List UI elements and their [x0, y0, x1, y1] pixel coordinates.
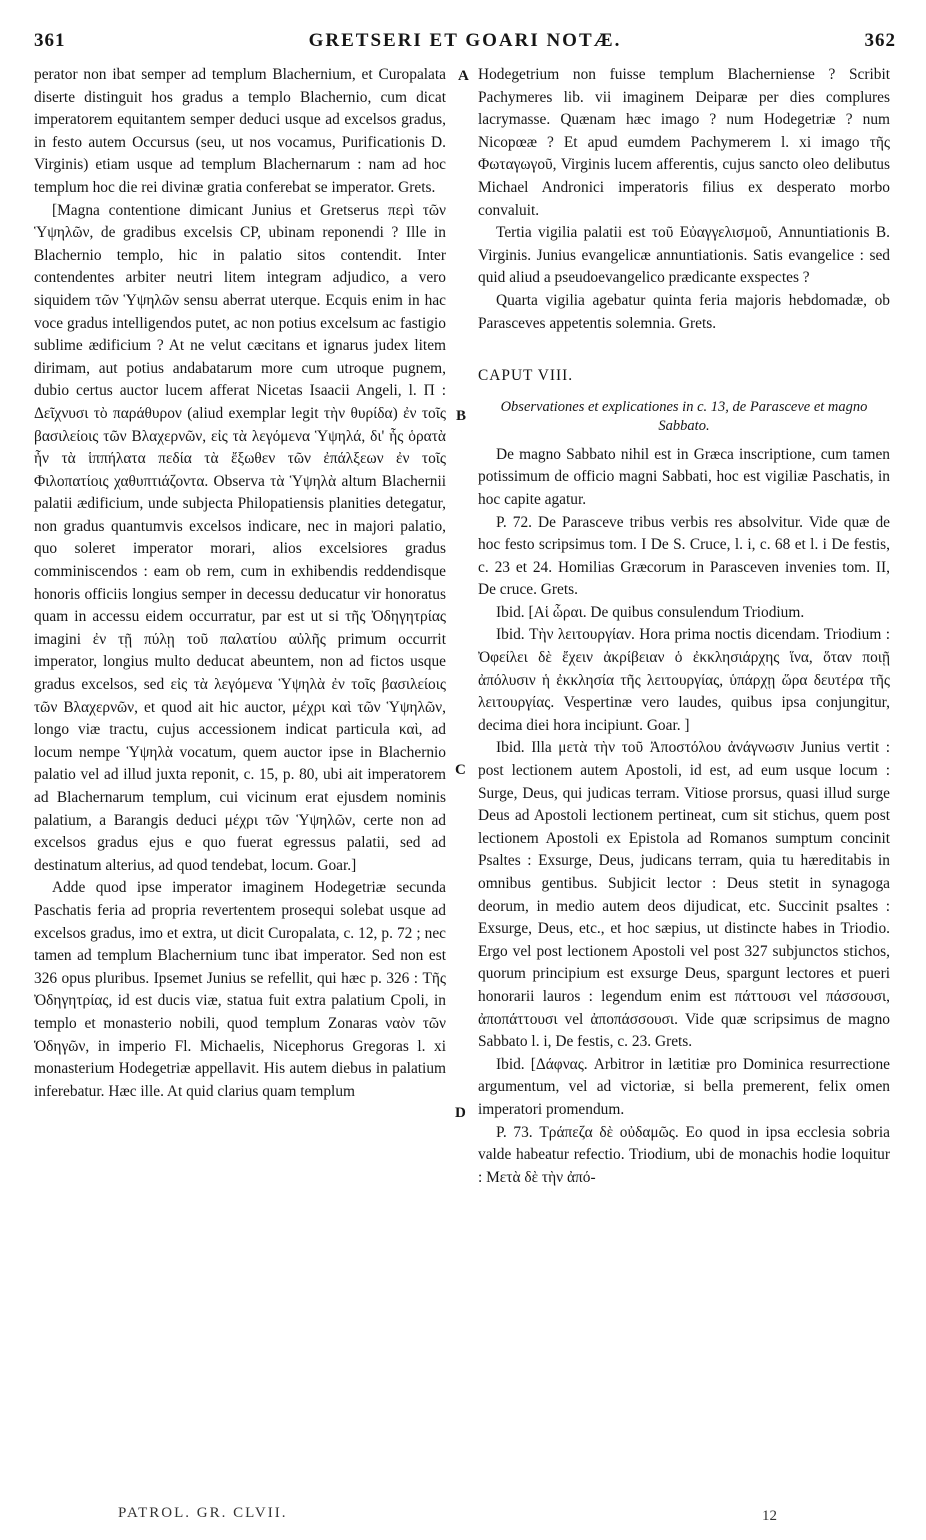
margin-marker-d: D [455, 1105, 466, 1121]
right-paragraph-9: Ibid. [Δάφνας. Arbitror in lætitiæ pro Dominica resurrectione argumentum, vel ad victoriæ, si bella premerent, felix omen imperatori promendum. [478, 1055, 890, 1118]
left-paragraph-1: perator non ibat semper ad templum Blachernium, et Curopalata diserte distinguit hos gradus a templo Blachernio, cum dicat imperatorem equitantem semper deduci usque ad excelsos gradus, in festo autem Occursus (seu, ut nos vocamus, Purificationis D. Virginis) etiam usque ad templum Blachernarum : nam ad hoc templum hoc die rei divinæ gratia conferebat se imperator. Grets. [34, 66, 446, 196]
left-paragraph-2: [Magna contentione dimicant Junius et Gretserus περὶ τῶν Ὑψηλῶν, de gradibus excelsis CP, ubinam reponendi ? Ille in Blachernio templo, hic in palatio sitos contendit. Inter contendentes arbiter neutri litem integram adjudico, a vero siquidem τῶν Ὑψηλῶν sensu aberrat uterque. Ecquis enim in hac voce gradus intelligendos putet, ac non potius excelsum ac fastigio sublime ædificium ? At ne velut cæcitans et ignarus judex litem dirimam, aut potius andabatarum more cum utroque pugnem, dubio certus auctor lucem afferat Nicetas Isaacii Angeli, l. Π : Δεῖχνυσι τὸ παράθυρον (aliud exemplar legit τὴν θυρίδα) ἐν τοῖς βασιλείοις τῶν Βλαχερνῶν, εἰς τὰ λεγόμενα Ὑψηλά, δι' ἧς ὁρατὰ ἦν τὰ ἱππήλατα πεδία τὰ ἔξωθεν τῶν ἐπάλξεων ἐν τοῖς Φιλοπατίοις χαθυπτιάζοντα. Observa τὰ Ὑψηλὰ altum Blachernii palatii ædificium, unde subjecta Philopatiensis planities detegatur, non gradus quantumvis excelsos indicare, nec in majori palatio, quo soleret imperator morari, alios excelsiores gradus comminiscendos : eam ob rem, cum in exhibendis reddendisque honoris officiis longius semper in decessu deducatur vir honoratus quam in accessu eidem occurratur, par est ut si τῆς Ὀδηγητρίας imagini ἐν τῇ πύλῃ τοῦ παλατίου αὐλῆς primum occurrit imperator, longius multo deducat abeuntem, non ad fictos usque gradus excelsos, sed εἰς τὰ λεγόμενα Ὑψηλὰ ἐν τοῖς βασιλείοις τῶν Βλαχερνῶν, et quod ait hic auctor, μέχρι καὶ τῶν Ὑψηλῶν, longo viæ tractu, cujus accessionem indicat particula καὶ, ad locum nempe Ὑψηλὰ vocatum, quem auctor ipse in Blachernio palatio vel ad illud juxta reponit, c. 15, p. 80, ubi ait imperatorem ad Blachernarum templum, cui vicinum erat ejusdem nominis palatium, a Barangis deduci μέχρι τῶν Ὑψηλῶν, certe non ad excelsos gradus ejus e quo fuerat egressus palatii, sed ad destinatum alterius, ad quod tendebat, locum. Goar.] [34, 201, 446, 874]
footer-signature: 12 [762, 1508, 777, 1524]
left-paragraph-3: Adde quod ipse imperator imaginem Hodegetriæ secunda Paschatis feria ad propria revertentem prosequi solebat usque ad excelsos gradus, imo et extra, ut dicit Curopalata, c. 12, p. 72 ; nec tamen ad templum Blachernium tunc ibat imperator. Sed non est 326 opus pluribus. Ipsemet Junius se refellit, qui hæc p. 326 : Τῆς Ὀδηγητρίας, id est ducis viæ, statua fuit extra palatium Cpoli, in templo et monasterio nobili, quod templum Zonaras ναὸν τῶν Ὁδηγῶν, in imperio Fl. Michaelis, Nicephorus Gregoras l. xi monasterium Hodegetriæ appellavit. His autem diebus in palatium inferebatur. Hæc ille. At quid clarius quam templum [34, 879, 446, 1100]
right-paragraph-10: P. 73. Τράπεζα δὲ οὐδαμῶς. Eo quod in ipsa ecclesia sobria valde habeatur refectio. Triodium, ubi de monachis hodie loquitur : Μετὰ δὲ τὴν ἀπό- [478, 1123, 890, 1186]
left-page-number: 361 [34, 30, 66, 51]
right-paragraph-5: P. 72. De Parasceve tribus verbis res absolvitur. Vide quæ de hoc festo scripsimus tom. I De S. Cruce, l. i, c. 68 et l. i De festis, c. 23 et 24. Homilias Græcorum in Parasceven invenies tom. II, De cruce. Grets. [478, 513, 890, 599]
right-paragraph-8: Ibid. Illa μετὰ τὴν τοῦ Ἀποστόλου ἀνάγνωσιν Junius vertit : post lectionem autem Apostoli, id est, ad eum usque locum : Surge, Deus, qui judicas terram. Vitiose prorsus, quasi illud surge Deus ad Apostoli lectionem pertineat, cum sit stichus, quem post lectionem Apostoli ex Epistola ad Romanos sumptum concinit Psaltes : Exsurge, Deus, judicans terram, quia tu hæreditabis in omnibus gentibus. Subjicit lector : Deus stetit in synagoga deorum, in medio autem deos dijudicat, etc. Succinit psaltes : Exsurge, Deus, etc., et hoc sæpius, ut distincte habes in Triodio. Ergo vel post lectionem Apostoli vel post 327 subjunctos stichos, quorum principium est exsurge Deus, spargunt lectores et pueri honorarii lauros : legendum enim est πάττουσι vel πάσσουσι, ἀποπάττουσι vel ἀποπάσσουσι. Vide quæ scripsimus de magno Sabbato l. i, De festis, c. 23. Grets. [478, 739, 890, 1051]
right-page-number: 362 [864, 30, 896, 51]
running-title: GRETSERI ET GOARI NOTÆ. [308, 30, 622, 51]
footer-volume: PATROL. GR. CLVII. [118, 1505, 288, 1521]
right-paragraph-2: Tertia vigilia palatii est τοῦ Εὐαγγελισμοῦ, Annuntiationis B. Virginis. Junius evangelicæ annuntiationis. Satis evangelice : sed quid aliud a pseudoevangelico prædicante exspectes ? [478, 224, 890, 287]
left-column [34, 64, 446, 1103]
right-paragraph-4: De magno Sabbato nihil est in Græca inscriptione, cum tamen potissimum de officio magni Sabbati, hoc est vigiliæ Paschatis, in hoc capite agatur. [478, 445, 890, 508]
right-paragraph-1: Hodegetrium non fuisse templum Blacherniense ? Scribit Pachymeres lib. vii imaginem Deiparæ per dies complures lacrymasse. Quænam hæc imago ? num Hodegetriæ ? num Nicopœæ ? Et apud eumdem Pachymerem l. xi imago τῆς Φωταγωγοῦ, Virginis lucem afferentis, cujus sancto oleo delibutus Michael Andronici imperatoris filius ex desperato morbo convaluit. [478, 66, 890, 219]
chapter-subtitle: Observationes et explicationes in c. 13, de Parasceve et magno Sabbato. [500, 398, 868, 434]
margin-marker-b: B [456, 408, 467, 424]
chapter-heading: CAPUT VIII. [478, 367, 574, 385]
margin-marker-c: C [455, 762, 466, 778]
margin-marker-a: A [458, 68, 469, 84]
right-column [478, 64, 890, 1189]
right-paragraph-3: Quarta vigilia agebatur quinta feria majoris hebdomadæ, ob Parasceves appetentis solemnia. Grets. [478, 291, 890, 332]
right-paragraph-7: Ibid. Τὴν λειτουργίαν. Hora prima noctis dicendam. Triodium : Ὀφείλει δὲ ἔχειν ἀκρίβειαν ὁ ἐκκλησιάρχης ἵνα, ὅταν ποιῇ ἀπόλυσιν ἡ ἐκκλησία τῆς λειτουργίας, ὑπάρχῃ ὥρα δευτέρα τῆς λειτουργίας. Vespertinæ vero laudes, quibus ipsa conjungitur, decima diei hora incipiunt. Goar. ] [478, 626, 890, 734]
page-header [34, 30, 896, 58]
right-paragraph-6: Ibid. [Αἱ ὧραι. De quibus consulendum Triodium. [496, 603, 805, 621]
